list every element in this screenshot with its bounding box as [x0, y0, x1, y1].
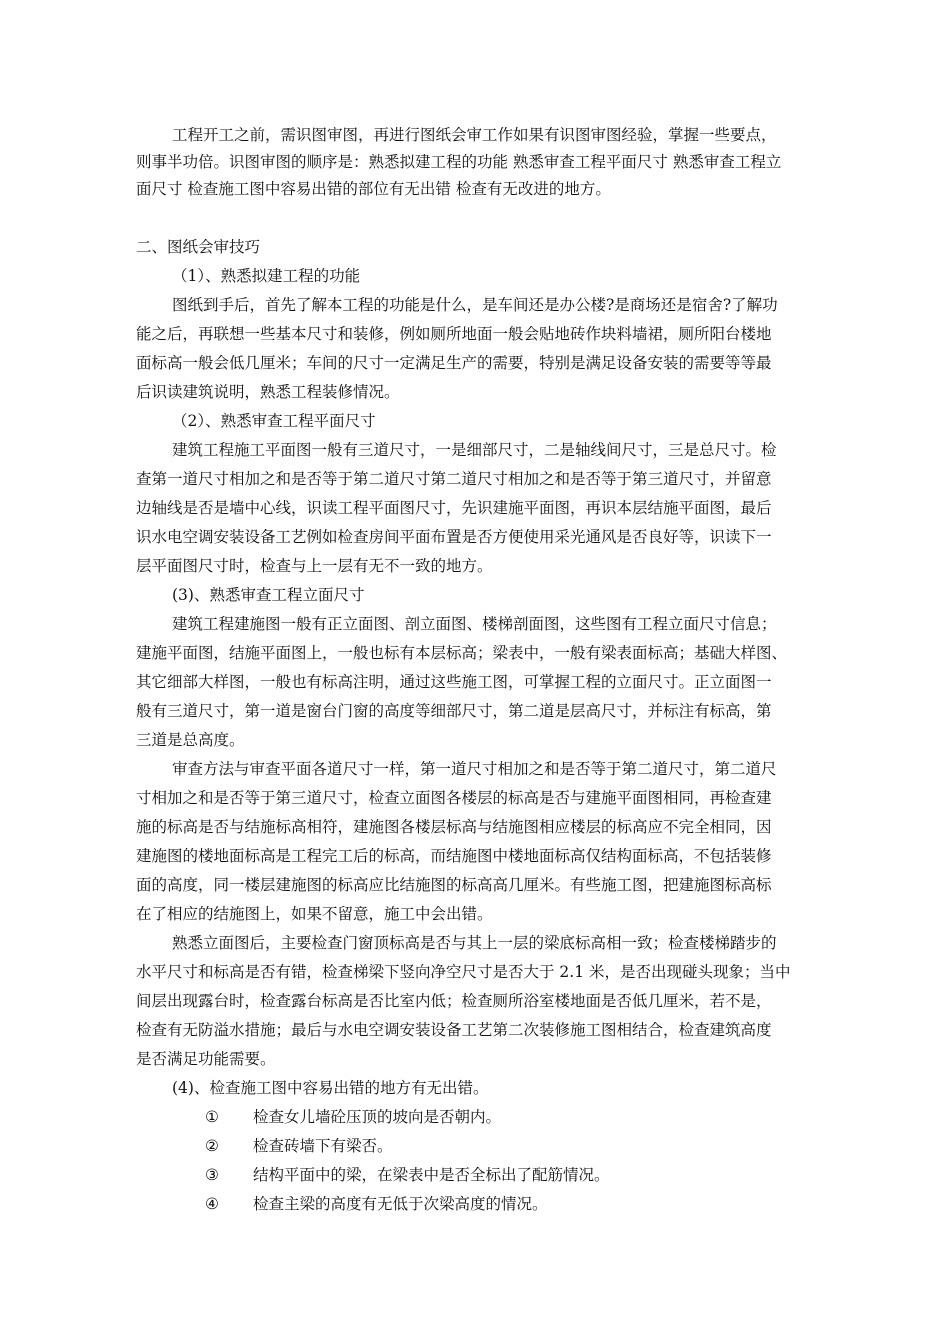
s1-line: 能之后，再联想一些基本尺寸和装修，例如厕所地面一般会贴地砖作块料墙裙，厕所阳台楼地 — [136, 325, 772, 343]
s2-heading: （2）、熟悉审查工程平面尺寸 — [172, 412, 376, 430]
s3-p3-line: 熟悉立面图后，主要检查门窗顶标高是否与其上一层的梁底标高相一致；检查楼梯踏步的 — [172, 934, 777, 952]
s4-heading: (4)、检查施工图中容易出错的地方有无出错。 — [172, 1079, 489, 1097]
s2-line: 识水电空调安装设备工艺例如检查房间平面布置是否方便使用采光通风是否良好等，识读下一 — [136, 528, 772, 546]
s3-p1-line: 其它细部大样图，一般也有标高注明，通过这些施工图，可掌握工程的立面尺寸。正立面图一 — [136, 673, 772, 691]
intro-line: 面尺寸 检查施工图中容易出错的部位有无出错 检查有无改进的地方。 — [136, 180, 611, 198]
s3-p1-line: 建施平面图，结施平面图上，一般也标有本层标高；梁表中，一般有梁表面标高；基础大样图、 — [136, 644, 788, 662]
intro-line: 工程开工之前，需识图审图，再进行图纸会审工作如果有识图审图经验，掌握一些要点， — [172, 126, 777, 144]
s3-p2-line: 审查方法与审查平面各道尺寸一样，第一道尺寸相加之和是否等于第二道尺寸，第二道尺 — [172, 760, 777, 778]
s4-list-item — [205, 1193, 548, 1215]
s1-line: 面标高一般会低几厘米；车间的尺寸一定满足生产的需要，特别是满足设备安装的需要等等最 — [136, 354, 772, 372]
list-text: 检查砖墙下有梁否。 — [253, 1137, 393, 1155]
list-text: 结构平面中的梁，在梁表中是否全标出了配筋情况。 — [253, 1166, 610, 1184]
s4-list-item — [205, 1106, 501, 1128]
s2-line: 层平面图尺寸时，检查与上一层有无不一致的地方。 — [136, 557, 493, 575]
s3-p1-line: 般有三道尺寸，第一道是窗台门窗的高度等细部尺寸，第二道是层高尺寸，并标注有标高，第 — [136, 702, 772, 720]
s1-line: 图纸到手后，首先了解本工程的功能是什么，是车间还是办公楼?是商场还是宿舍?了解功 — [172, 296, 778, 314]
intro-line: 则事半功倍。识图审图的顺序是：熟悉拟建工程的功能 熟悉审查工程平面尺寸 熟悉审查工程立 — [136, 153, 782, 171]
list-number: ④ — [205, 1195, 219, 1213]
s3-p2-line: 施的标高是否与结施标高相符，建施图各楼层标高与结施图相应楼层的标高应不完全相同，因 — [136, 818, 772, 836]
s1-heading: （1）、熟悉拟建工程的功能 — [172, 267, 361, 285]
s2-line: 边轴线是否是墙中心线，识读工程平面图尺寸，先识建施平面图，再识本层结施平面图，最后 — [136, 499, 772, 517]
list-text: 检查主梁的高度有无低于次梁高度的情况。 — [253, 1195, 548, 1213]
section-title: 二、图纸会审技巧 — [136, 238, 261, 256]
list-number: ③ — [205, 1166, 219, 1184]
s3-p3-line: 水平尺寸和标高是否有错，检查梯梁下竖向净空尺寸是否大于 2.1 米，是否出现碰头现象；当中 — [136, 963, 791, 981]
list-number: ① — [205, 1108, 219, 1126]
s3-p2-line: 在了相应的结施图上，如果不留意，施工中会出错。 — [136, 905, 493, 923]
s3-p2-line: 寸相加之和是否等于第三道尺寸，检查立面图各楼层的标高是否与建施平面图相同，再检查建 — [136, 789, 772, 807]
s3-p3-line: 间层出现露台时，检查露台标高是否比室内低；检查厕所浴室楼地面是否低几厘米，若不是， — [136, 992, 772, 1010]
s3-p1-line: 三道是总高度。 — [136, 731, 245, 749]
s3-p2-line: 面的高度，同一楼层建施图的标高应比结施图的标高高几厘米。有些施工图，把建施图标高标 — [136, 876, 772, 894]
list-text: 检查女儿墙砼压顶的坡向是否朝内。 — [253, 1108, 502, 1126]
s3-p2-line: 建施图的楼地面标高是工程完工后的标高，而结施图中楼地面标高仅结构面标高，不包括装修 — [136, 847, 772, 865]
s2-line: 建筑工程施工平面图一般有三道尺寸，一是细部尺寸，二是轴线间尺寸，三是总尺寸。检 — [172, 441, 777, 459]
s3-p3-line: 是否满足功能需要。 — [136, 1050, 276, 1068]
s1-line: 后识读建筑说明，熟悉工程装修情况。 — [136, 383, 400, 401]
s4-list-item — [205, 1164, 610, 1186]
list-number: ② — [205, 1137, 219, 1155]
s3-heading: (3)、熟悉审查工程立面尺寸 — [172, 586, 365, 604]
s2-line: 查第一道尺寸相加之和是否等于第二道尺寸第二道尺寸相加之和是否等于第三道尺寸，并留意 — [136, 470, 772, 488]
s3-p1-line: 建筑工程建施图一般有正立面图、剖立面图、楼梯剖面图，这些图有工程立面尺寸信息； — [172, 615, 777, 633]
s3-p3-line: 检查有无防溢水措施；最后与水电空调安装设备工艺第二次装修施工图相结合，检查建筑高度 — [136, 1021, 772, 1039]
s4-list-item — [205, 1135, 393, 1157]
